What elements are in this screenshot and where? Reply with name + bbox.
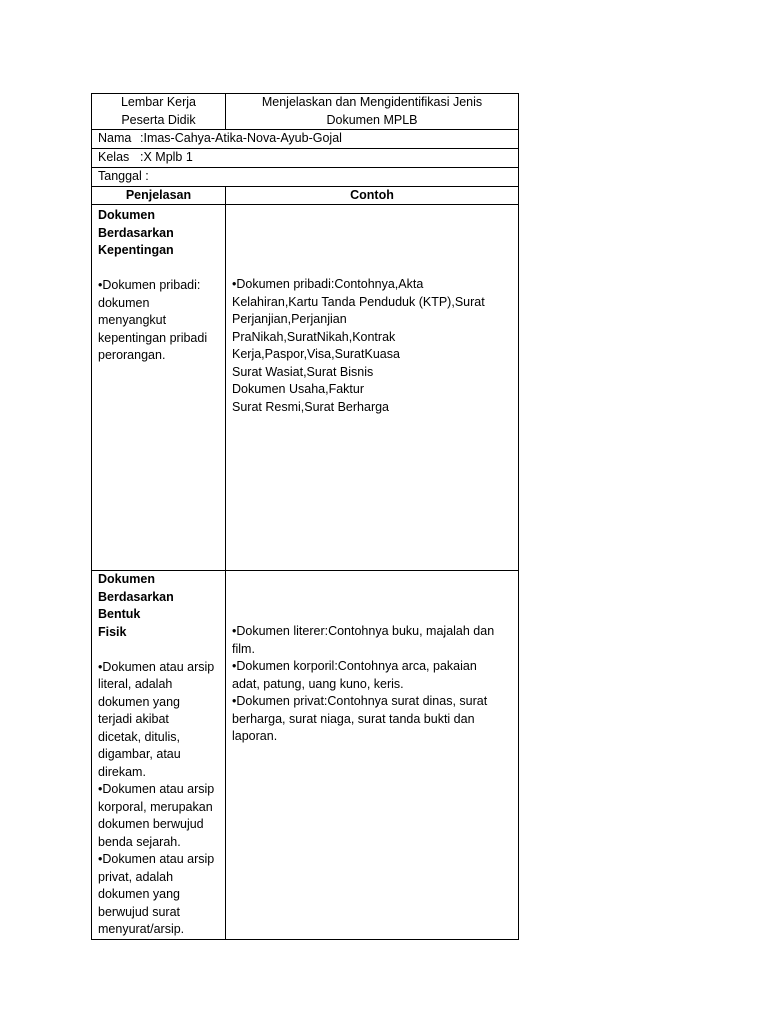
section-bentuk-fisik-example-cell (226, 571, 519, 940)
section-kepentingan-title: Dokumen Berdasarkan Kepentingan (98, 208, 174, 257)
header-right-cell (226, 94, 519, 130)
tanggal-row (92, 168, 519, 187)
section-kepentingan-explanation-cell (92, 205, 226, 571)
section-kepentingan-example-cell (226, 205, 519, 571)
nama-value: :Imas-Cahya-Atika-Nova-Ayub-Gojal (140, 131, 342, 145)
section-bentuk-fisik-explanation: •Dokumen atau arsip literal, adalah dokumen yang terjadi akibat dicetak, ditulis, digambar, atau direkam. •Dokumen atau arsip korporal, merupakan dokumen berwujud benda sejarah. •Dokumen atau arsip privat, adalah dokumen yang berwujud surat menyurat/arsip. (98, 659, 215, 936)
nama-label: Nama (98, 131, 132, 145)
nama-row (92, 130, 519, 149)
column-header-contoh: Contoh (226, 186, 519, 205)
header-left-cell (92, 94, 226, 130)
header-right-line2: Dokumen MPLB (326, 112, 418, 127)
header-right-line1: Menjelaskan dan Mengidentifikasi Jenis (261, 95, 483, 109)
tanggal-label: Tanggal : (98, 169, 149, 183)
header-row (92, 94, 519, 130)
column-header-row (92, 186, 519, 205)
worksheet-table (91, 93, 519, 940)
column-header-penjelasan: Penjelasan (92, 186, 226, 205)
section-bentuk-fisik-title: Dokumen Berdasarkan Bentuk Fisik (98, 572, 174, 639)
header-left-line2: Peserta Didik (121, 112, 196, 127)
tanggal-cell (92, 168, 519, 187)
section-kepentingan-explanation: •Dokumen pribadi: dokumen menyangkut kepentingan pribadi perorangan. (98, 278, 208, 362)
kelas-cell (92, 149, 519, 168)
section-bentuk-fisik-explanation-cell (92, 571, 226, 940)
section-bentuk-fisik-row (92, 571, 519, 940)
section-kepentingan-example: •Dokumen pribadi:Contohnya,Akta Kelahiran,Kartu Tanda Penduduk (KTP),Surat Perjanjian,Perjanjian PraNikah,SuratNikah,Kontrak Kerja,Paspor,Visa,SuratKuasa Surat Wasiat,Surat Bisnis Dokumen Usaha,Faktur Surat Resmi,Surat Berharga (232, 277, 485, 414)
section-kepentingan-row (92, 205, 519, 571)
nama-cell (92, 130, 519, 149)
section-bentuk-fisik-example: •Dokumen literer:Contohnya buku, majalah dan film. •Dokumen korporil:Contohnya arca, pakaian adat, patung, uang kuno, keris. •Dokumen privat:Contohnya surat dinas, surat berharga, surat niaga, surat tanda bukti dan laporan. (232, 624, 495, 743)
kelas-value: :X Mplb 1 (140, 150, 193, 164)
header-left-line1: Lembar Kerja (120, 95, 197, 109)
kelas-row (92, 149, 519, 168)
kelas-label: Kelas (98, 150, 130, 164)
